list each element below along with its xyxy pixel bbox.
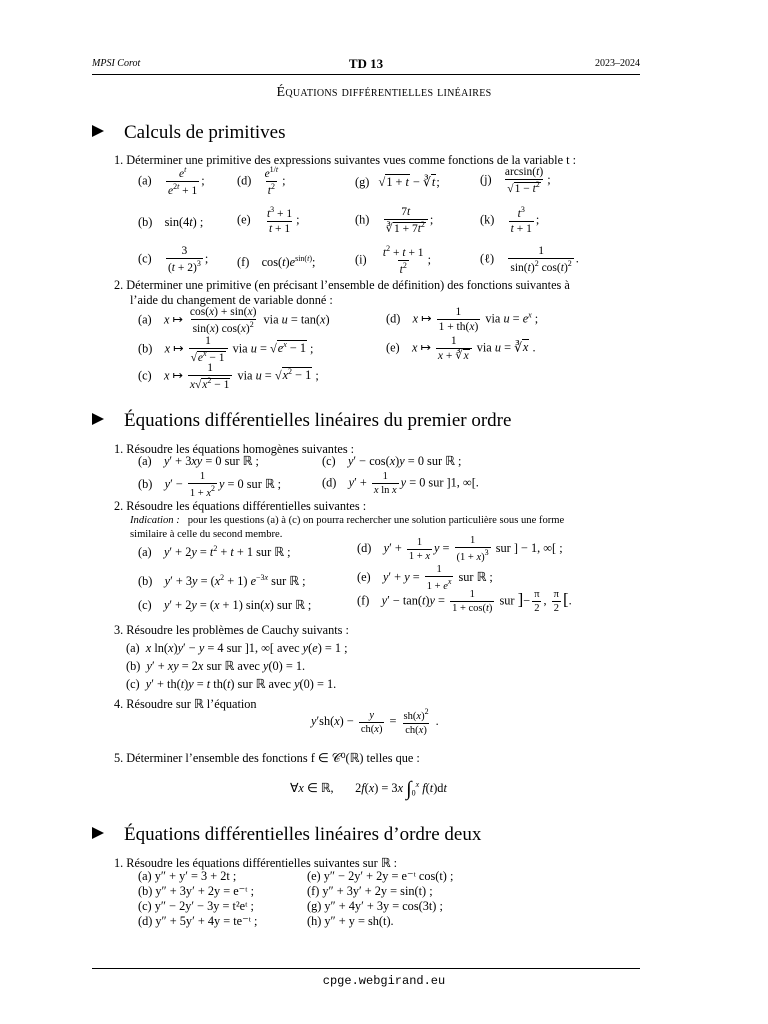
- ode2-a: (a) y″ + y′ = 3 + 2t ;: [138, 869, 237, 883]
- question-s2-2: 2. Résoudre les équations différentielles suivantes :: [114, 499, 367, 513]
- section-title-primitives: Calculs de primitives: [92, 122, 285, 144]
- header-right: 2023–2024: [595, 58, 640, 69]
- cauchy-a: (a) x ln(x)y′ − y = 4 sur ]1, ∞[ avec y(e) = 1 ;: [126, 641, 348, 655]
- header-center: TD 13: [348, 56, 384, 71]
- eq-d: (d) y′ + $\frac{1}{1 + x}$ y = $\frac{1}{(1 + x)^3}$ sur ] − 1, ∞[ ;: [357, 535, 563, 564]
- page-header: [92, 58, 640, 74]
- prim-d: (d) $\frac{e^{1/t}}{t^2}$ ;: [237, 165, 286, 198]
- ode2-e: (e) y″ − 2y′ + 2y = e⁻ᵗ cos(t) ;: [307, 869, 454, 883]
- question-s2-4: 4. Résoudre sur ℝ l’équation: [114, 697, 257, 711]
- eq-e: (e) y′ + y = $\frac{1}{1 + e^x}$ sur ℝ ;: [357, 564, 493, 593]
- indication-cont: similaire à celle du second membre.: [130, 529, 283, 540]
- section-title-second-order: Équations différentielles linéaires d’ordre deux: [92, 824, 481, 846]
- eq-f: (f) y′ − tan(t)y = $\frac{1}{1 + \cos(t)}$ sur ]− $\frac{\pi}{2}$ , $\frac{\pi}{2}$ [.: [357, 589, 572, 615]
- question-s2-5: 5. Déterminer l’ensemble des fonctions f ∈ 𝒞⁰(ℝ) telles que :: [114, 751, 420, 765]
- eq-integral: ∀x ∈ ℝ, 2f(x) = 3x $\int_0^x$ f(t)dt: [290, 778, 447, 800]
- footer-rule: [92, 968, 640, 969]
- prim-f: (f) $\cos(t)e^{sin(t)}$;: [237, 254, 316, 269]
- question-s1-1: 1. Déterminer une primitive des expressions suivantes vues comme fonctions de la variable t :: [114, 153, 577, 167]
- ode2-b: (b) y″ + 3y′ + 2y = e⁻ᵗ ;: [138, 884, 255, 898]
- cauchy-c: (c) y′ + th(t)y = t th(t) sur ℝ avec y(0) = 1.: [126, 677, 337, 691]
- document-title: Équations différentielles linéaires: [276, 85, 492, 100]
- footer-url[interactable]: cpge.webgirand.eu: [322, 974, 446, 988]
- prim-c: (c) $\frac{3}{(t + 2)^3}$ ;: [138, 245, 209, 275]
- eq-c: (c) y′ + 2y = (x + 1) sin(x) sur ℝ ;: [138, 598, 312, 612]
- ode2-h: (h) y″ + y = sh(t).: [307, 914, 394, 928]
- question-s2-1: 1. Résoudre les équations homogènes suivantes :: [114, 442, 355, 456]
- subst-d: (d) x ↦ $\frac{1}{1 + th(x)}$ via $u = e^x$ ;: [386, 306, 539, 334]
- prim-g: (g) √1 + t − ∛t;: [355, 175, 440, 189]
- eq-b: (b) $y' + 3y = (x^2 + 1)$ $e^{-3x}$ sur ℝ ;: [138, 573, 306, 588]
- subst-c: (c) x ↦ $\frac{1}{x√x^2 - 1}$ via $u = √x^2 - 1$ ;: [138, 362, 319, 392]
- eq-sh: y′sh(x) − $\frac{y}{ch(x)}$ = $\frac{sh(x)^2}{ch(x)}$ .: [311, 707, 439, 737]
- homog-d: (d) y′ + $\frac{1}{\text{x ln x}}$ y = 0 sur ]1, ∞[.: [322, 471, 479, 497]
- header-rule: [92, 74, 640, 75]
- triangle-bullet-icon: [92, 125, 104, 137]
- prim-b: (b) sin(4t) ;: [138, 215, 204, 229]
- ode2-c: (c) y″ − 2y′ − 3y = t²eᵗ ;: [138, 899, 254, 913]
- indication: Indication : pour les questions (a) à (c) on pourra rechercher une solution particulière sous une forme: [130, 515, 565, 526]
- prim-e: (e) $\frac{t^3 + 1}{t + 1}$ ;: [237, 205, 300, 236]
- prim-k: (k) $\frac{t^3}{t + 1}$ ;: [480, 205, 540, 236]
- homog-b: (b) y′ − $\frac{1}{1 + x^2}$ y = 0 sur ℝ ;: [138, 471, 282, 500]
- cauchy-b: (b) y′ + xy = 2x sur ℝ avec y(0) = 1.: [126, 659, 306, 673]
- header-left: MPSI Corot: [92, 58, 141, 69]
- eq-a: (a) $y' + 2y = t^2 + t + 1$ sur ℝ ;: [138, 544, 291, 559]
- question-s1-2-cont: l’aide du changement de variable donné :: [130, 293, 333, 307]
- question-s3-1: 1. Résoudre les équations différentielles suivantes sur ℝ :: [114, 856, 398, 870]
- prim-l: (ℓ) $\frac{1}{\sin(t)^2 \cos(t)^2}$ .: [480, 245, 579, 275]
- prim-h: (h) $\frac{7t}{∛1 + 7t^2}$ ;: [355, 206, 434, 236]
- homog-a: (a) y′ + 3xy = 0 sur ℝ ;: [138, 454, 259, 468]
- homog-c: (c) y′ − cos(x)y = 0 sur ℝ ;: [322, 454, 462, 468]
- prim-j: (j) $\frac{\arcsin(t)}{√1 - t^2}$ ;: [480, 166, 551, 196]
- question-s1-2: 2. Déterminer une primitive (en précisant l’ensemble de définition) des fonctions suivantes à: [114, 278, 570, 292]
- ode2-d: (d) y″ + 5y′ + 4y = te⁻ᵗ ;: [138, 914, 258, 928]
- ode2-g: (g) y″ + 4y′ + 3y = cos(3t) ;: [307, 899, 443, 913]
- ode2-f: (f) y″ + 3y′ + 2y = sin(t) ;: [307, 884, 433, 898]
- subst-a: (a) x ↦ $\frac{\cos(x) + \sin(x)}{\sin(x) \cos(x)^2}$ via u = tan(x): [138, 306, 330, 336]
- subst-b: (b) x ↦ $\frac{1}{√e^x - 1}$ via $u = √e^x - 1$ ;: [138, 335, 314, 365]
- triangle-bullet-icon: [92, 827, 104, 839]
- prim-a: (a) $\frac{e^t}{e^{2t} + 1}$ ;: [138, 165, 205, 198]
- subst-e: (e) x ↦ $\frac{1}{x + ∛x}$ via u = ∛x .: [386, 335, 536, 363]
- prim-i: (i) $\frac{t^2 + t + 1}{t^2}$ ;: [355, 244, 431, 277]
- section-title-first-order: Équations différentielles linéaires du premier ordre: [92, 410, 511, 432]
- question-s2-3: 3. Résoudre les problèmes de Cauchy suivants :: [114, 623, 349, 637]
- triangle-bullet-icon: [92, 413, 104, 425]
